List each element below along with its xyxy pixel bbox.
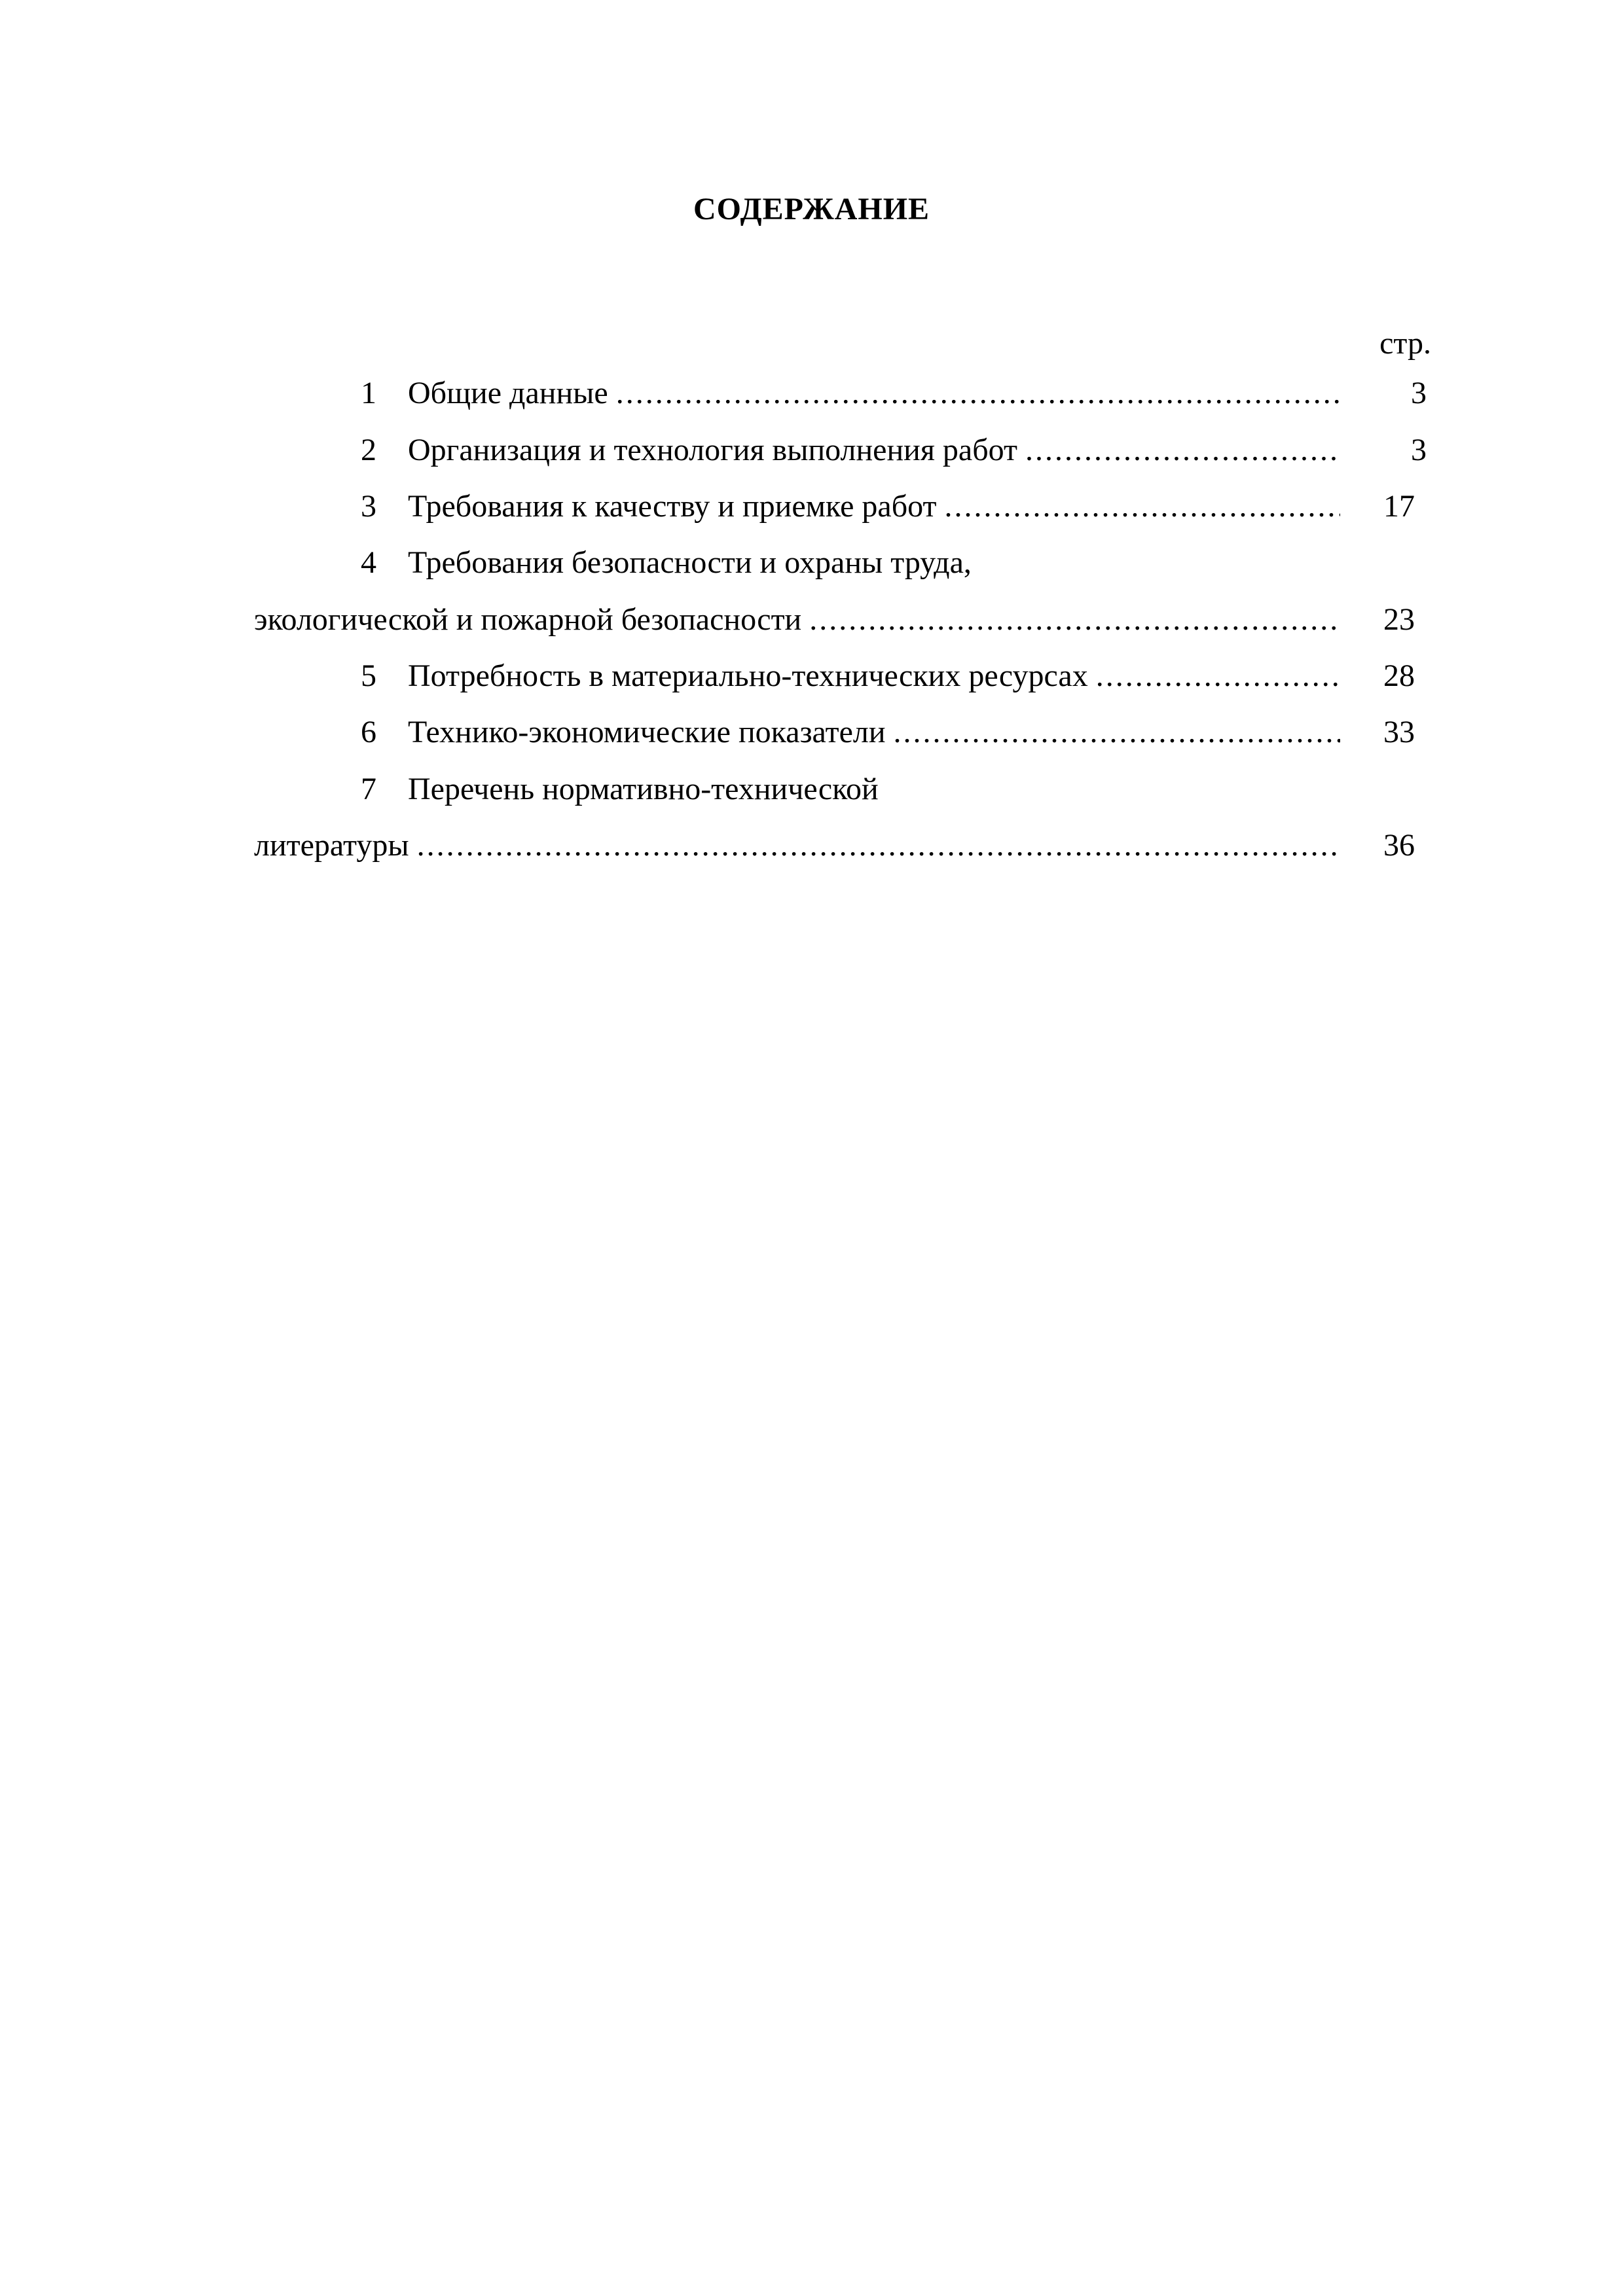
toc-entry-page: 36 [1383,828,1415,863]
toc-entry-label: Требования к качеству и приемке работ [408,489,937,524]
toc-entry-page: 23 [1383,602,1415,637]
toc-entry-text [408,713,1340,752]
toc-entry-page: 3 [1411,433,1427,467]
toc-dot-leader [417,826,1340,865]
toc-entry-label: Организация и технология выполнения работ [408,433,1017,467]
toc-entry-label: Потребность в материально-технических ресурсах [408,658,1088,693]
toc-entry-number: 7 [361,772,376,806]
toc-entry-number: 1 [361,376,376,410]
toc-dot-leader [616,374,1340,413]
toc-entry-7-line-2[interactable] [0,826,1623,865]
toc-entry-page: 33 [1383,715,1415,749]
toc-entry-text [408,431,1340,470]
toc-entry-label: Общие данные [408,376,608,410]
toc-entry-label: Перечень нормативно-технической [408,772,879,806]
toc-entry-text [254,826,1340,865]
toc-entry-text [408,374,1340,413]
toc-dot-leader [1025,431,1340,470]
toc-entry-text [254,600,1340,639]
toc-entry-text [408,656,1340,696]
toc-dot-leader [809,600,1340,639]
toc-entry-text [408,770,1340,809]
toc-entry-1[interactable] [0,374,1623,413]
toc-entry-2[interactable] [0,431,1623,470]
toc-entry-label-continued: литературы [254,828,409,863]
toc-entry-label-continued: экологической и пожарной безопасности [254,602,802,637]
toc-entry-page: 3 [1411,376,1427,410]
toc-dot-leader [945,487,1341,526]
toc-entry-5[interactable] [0,656,1623,696]
toc-entry-6[interactable] [0,713,1623,752]
toc-entry-label: Требования безопасности и охраны труда, [408,545,972,580]
toc-entry-3[interactable] [0,487,1623,526]
toc-entry-number: 3 [361,489,376,524]
toc-entry-7-line-1[interactable] [0,770,1623,809]
toc-dot-leader [1096,656,1340,696]
toc-entry-page: 28 [1383,658,1415,693]
toc-entry-4-line-1[interactable] [0,543,1623,583]
toc-entry-number: 4 [361,545,376,580]
toc-entry-page: 17 [1383,489,1415,524]
toc-entry-number: 6 [361,715,376,749]
page-column-label: стр. [1379,326,1431,361]
toc-entry-text [408,487,1340,526]
toc-entry-number: 5 [361,658,376,693]
toc-dot-leader [894,713,1340,752]
toc-entry-number: 2 [361,433,376,467]
toc-entry-4-line-2[interactable] [0,600,1623,639]
toc-entry-label: Технико-экономические показатели [408,715,886,749]
page-title: СОДЕРЖАНИЕ [693,192,930,226]
toc-entry-text [408,543,1340,583]
